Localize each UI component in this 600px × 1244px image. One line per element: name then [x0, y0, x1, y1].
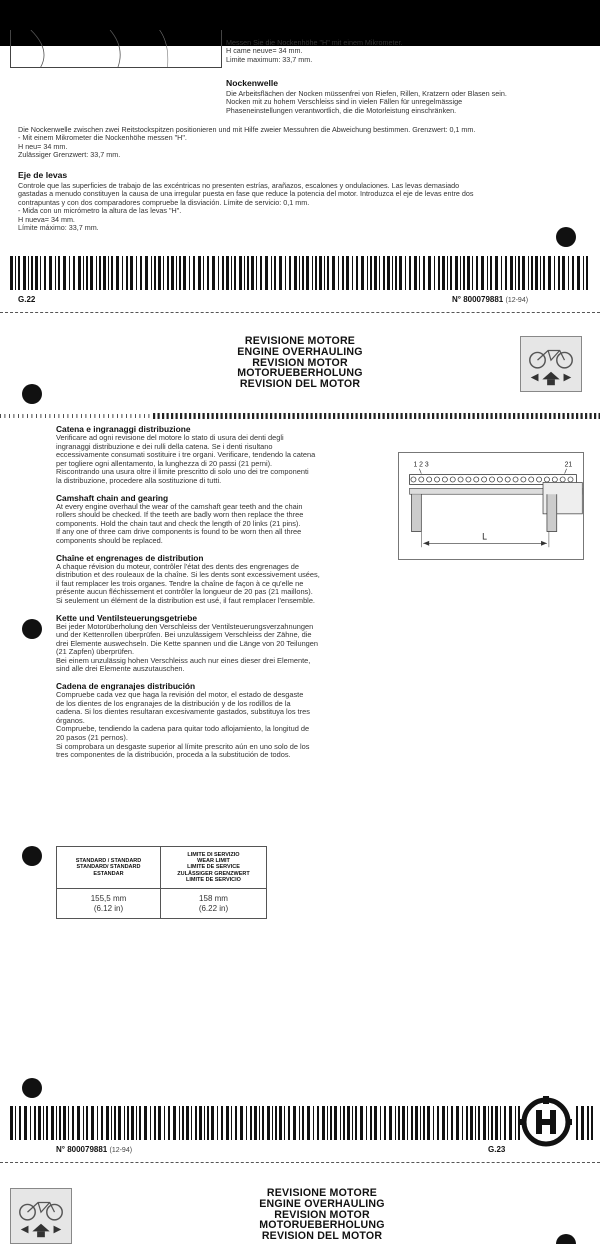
section-body: [56, 503, 378, 546]
text-line: ingranaggi distribuzione e dei rulli della catena. Se i denti risultano: [56, 441, 273, 451]
table-header-row: [57, 847, 267, 889]
text-line: per togliere ogni allentamento, la lunghezza di 20 passi (21 perni).: [56, 458, 273, 468]
section-body: [56, 563, 378, 606]
title-line: MOTORUEBERHOLUNG: [259, 1219, 385, 1232]
header-standard: [57, 847, 161, 889]
page-title: [184, 1188, 460, 1242]
text-line: H nueva= 34 mm.: [18, 214, 75, 224]
page-cut-line: [0, 1162, 600, 1163]
title-line: REVISIONE MOTORE: [244, 335, 356, 347]
limit-value: [161, 889, 267, 919]
value-in: (6.22 in): [198, 903, 229, 913]
header-line: WEAR LIMIT: [197, 858, 230, 865]
value-in: (6.12 in): [93, 903, 124, 913]
title-line: ENGINE OVERHAULING: [237, 345, 363, 358]
standard-value: [57, 889, 161, 919]
section-cadena: [56, 681, 378, 760]
title-line: REVISION DEL MOTOR: [261, 1230, 383, 1243]
section-body: [56, 691, 378, 760]
binder-hole: [22, 619, 42, 639]
table-row: [57, 889, 267, 919]
text-line: la distribuzione, procedere alla sostituzione di tutti.: [56, 475, 222, 485]
header-line: ESTANDAR: [93, 870, 124, 877]
cam-spec-lines: [226, 39, 586, 64]
text-line: Zulässiger Grenzwert: 33,7 mm.: [18, 150, 121, 160]
text-line: Límite máximo: 33,7 mm.: [18, 223, 99, 233]
doc-code: N° 800079881: [56, 1145, 108, 1154]
dimension-label: L: [482, 531, 488, 542]
text-line: cadena. Si los dientes resultaran excesivamente gastados, substituya los tres: [56, 707, 310, 717]
title-line: MOTORUEBERHOLUNG: [237, 367, 363, 380]
text-line: contrapuntas y con dos comparadores compruebe la disviación. Límite de servicio: 0,1 mm.: [18, 197, 310, 207]
section-kette: [56, 613, 378, 675]
spec-line: Messen Sie die Nockenhöhe "H" mit einem Mikrometer.: [226, 38, 403, 47]
text-line: At every engine overhaul the wear of the camshaft gear teeth and the chain: [56, 501, 303, 511]
section-heading: Kette und Ventilsteuerungsgetriebe: [56, 612, 198, 623]
de-paragraph: [226, 90, 586, 115]
text-line: Verificare ad ogni revisione del motore lo stato di usura dei denti degli: [56, 433, 284, 442]
text-line: (21 Zapfen) überprüfen.: [56, 647, 135, 657]
chain-caliper-figure: [398, 452, 584, 560]
text-line: Die Arbeitsflächen der Nocken müssenfrei von Riefen, Rillen, Kratzern oder Blasen sein.: [226, 89, 507, 98]
camshaft-figure-remnant: [10, 30, 222, 68]
page-title: [160, 336, 440, 390]
header-line: STANDARD/ STANDARD: [76, 864, 141, 871]
figure-label-end: 21: [564, 461, 573, 469]
title-line: REVISION MOTOR: [252, 356, 348, 369]
motorcycle-engine-icon: [10, 1188, 72, 1244]
doc-code: N° 800079881: [452, 295, 504, 304]
section-chaine: [56, 553, 378, 606]
text-line: sind alle drei Elemente auszutauschen.: [56, 664, 185, 674]
spec-table-wrap: [56, 846, 267, 919]
text-line: Phaseneinstellungen verantwortlich, die die Motorleistung einschränken.: [226, 105, 457, 115]
text-line: und der Kettenrollen überprüfen. Bei unzulässigem Verschleiss der Zähne, die: [56, 630, 312, 640]
section-body: [56, 434, 378, 486]
binder-hole: [22, 1078, 42, 1098]
binder-hole: [556, 1234, 576, 1244]
section-heading: Chaîne et engrenages de distribution: [56, 552, 204, 563]
text-line: If any one of three cam drive components is found to be worn then all three: [56, 527, 302, 537]
text-line: H neu= 34 mm.: [18, 141, 68, 151]
header-line: LIMITE DE SERVICE: [187, 864, 240, 871]
page-number-left: G.22: [18, 295, 36, 304]
header-line: LIMITE DE SERVICIO: [186, 876, 241, 883]
figure-label-start: 1 2 3: [413, 461, 429, 469]
text-line: Bei einem unzulässig hohen Verschleiss auch nur eines dieser drei Elemente,: [56, 655, 311, 665]
section-catena: [56, 424, 378, 486]
text-line: Compruebe, tendiendo la cadena para quitar todo aflojamiento, la longitud de: [56, 724, 310, 734]
text-line: - Mit einem Mikrometer die Nockenhöhe messen "H".: [18, 133, 187, 143]
text-line: órganos.: [56, 715, 85, 725]
title-line: REVISIONE MOTORE: [266, 1187, 378, 1199]
text-line: - Mida con un micrómetro la altura de las levas "H".: [18, 206, 182, 216]
header-line: STANDARD / STANDARD: [75, 858, 142, 865]
page-number-right: G.23: [488, 1145, 506, 1154]
section-body: [56, 623, 378, 675]
barcode-strip-end: [574, 1106, 594, 1140]
de-heading: Nockenwelle: [226, 78, 279, 88]
title-line: REVISION MOTOR: [274, 1208, 370, 1221]
text-line: distribution et des rouleaux de la chaîne. Si les dents sont excessivement usées,: [56, 570, 320, 580]
header-limit: [161, 847, 267, 889]
section-heading: Cadena de engranajes distribución: [56, 681, 196, 692]
text-line: components. Hold the chain taut and check the length of 20 links (21 pins).: [56, 518, 301, 528]
value-mm: 158 mm: [199, 894, 228, 903]
text-line: A chaque révision du moteur, contrôler l'état des dents des engrenages de: [56, 561, 299, 571]
binder-hole: [22, 384, 42, 404]
text-line: Si comprobara un desgaste superior al límite prescrito aún en uno solo de los: [56, 741, 310, 751]
spec-line: Limite maximum: 33,7 mm.: [226, 54, 313, 64]
es-paragraph: [18, 182, 588, 232]
doc-code-right: [452, 295, 528, 304]
binder-hole: [556, 227, 576, 247]
de-paragraph-2: [18, 126, 588, 160]
text-line: rollers should be checked. If the teeth are badly worn then replace the three: [56, 510, 304, 520]
husqvarna-logo-icon: [520, 1096, 572, 1148]
motorcycle-engine-icon: [520, 336, 582, 392]
text-line: 20 pasos (21 pernos).: [56, 733, 128, 743]
text-line: Compruebe cada vez que haga la revisión del motor, el estado de desgaste: [56, 690, 304, 700]
header-line: LIMITE DI SERVIZIO: [187, 851, 240, 858]
text-line: de los dientes de los engranajes de la distribución y de los rodillos de la: [56, 698, 291, 708]
text-line: Riscontrando una usura oltre il limite prescritto di solo uno dei tre componenti: [56, 467, 309, 477]
title-line: REVISION DEL MOTOR: [239, 378, 361, 391]
text-line: components should be replaced.: [56, 535, 163, 545]
text-line: drei Elemente auswechseln. Die Kette spannen und die Länge von 20 Teilungen: [56, 638, 319, 648]
text-line: Controle que las superficies de trabajo de las excéntricas no presenten estrías, arañazos, escalones y ondulaciones. Las levas demasiado: [18, 181, 460, 190]
section-heading: Catena e ingranaggi distribuzione: [56, 424, 191, 434]
es-heading: Eje de levas: [18, 170, 68, 180]
section-heading: Camshaft chain and gearing: [56, 492, 169, 503]
text-column: [56, 424, 378, 760]
text-line: Die Nockenwelle zwischen zwei Reitstockspitzen positionieren und mit Hilfe zweier Messuhren die Abweichung bestimmen. Grenzwert: 0,1 mm.: [18, 125, 476, 134]
spec-line: H came neuve= 34 mm.: [226, 46, 303, 56]
text-line: Nocken mit zu hohem Verschleiss sind in vielen Fällen für unregelmässige: [226, 97, 463, 107]
text-line: gastadas a menudo constituyen la causa de una irregular puesta en fase que reduce la potencia del motor. Introduzca el eje de levas entre dos: [18, 189, 474, 199]
barcode-strip: [10, 256, 590, 290]
text-line: tres componentes de la distribución, proceda a la substitución de todos.: [56, 750, 291, 760]
section-camshaft-chain: [56, 493, 378, 546]
doc-date: (12-94): [505, 297, 529, 304]
text-line: présente aucun fléchissement et contrôler la longueur de 20 pas (21 maillons).: [56, 587, 313, 597]
title-line: ENGINE OVERHAULING: [259, 1197, 385, 1210]
page-cut-line: [0, 312, 600, 313]
doc-date: (12-94): [109, 1147, 133, 1154]
text-line: eccessivamente consumati sostituire i tre organi. Verificare, tendendo la catena: [56, 450, 316, 460]
barcode-strip: [10, 1106, 520, 1140]
text-line: Bei jeder Motorüberholung den Verschleiss der Ventilsteuerungsverzahnungen: [56, 621, 314, 631]
tick-rule: [0, 406, 600, 412]
doc-code-left: [56, 1145, 132, 1154]
spec-table: [56, 846, 267, 919]
header-line: ZULÄSSIGER GRENZWERT: [177, 870, 250, 877]
text-line: il faut remplacer les trois organes. Tendre la chaîne de façon à ce qu'elle ne: [56, 578, 304, 588]
value-mm: 155,5 mm: [90, 894, 127, 903]
text-line: Si seulement un élément de la distribution est usé, il faut remplacer l'ensemble.: [56, 595, 315, 605]
binder-hole: [22, 846, 42, 866]
